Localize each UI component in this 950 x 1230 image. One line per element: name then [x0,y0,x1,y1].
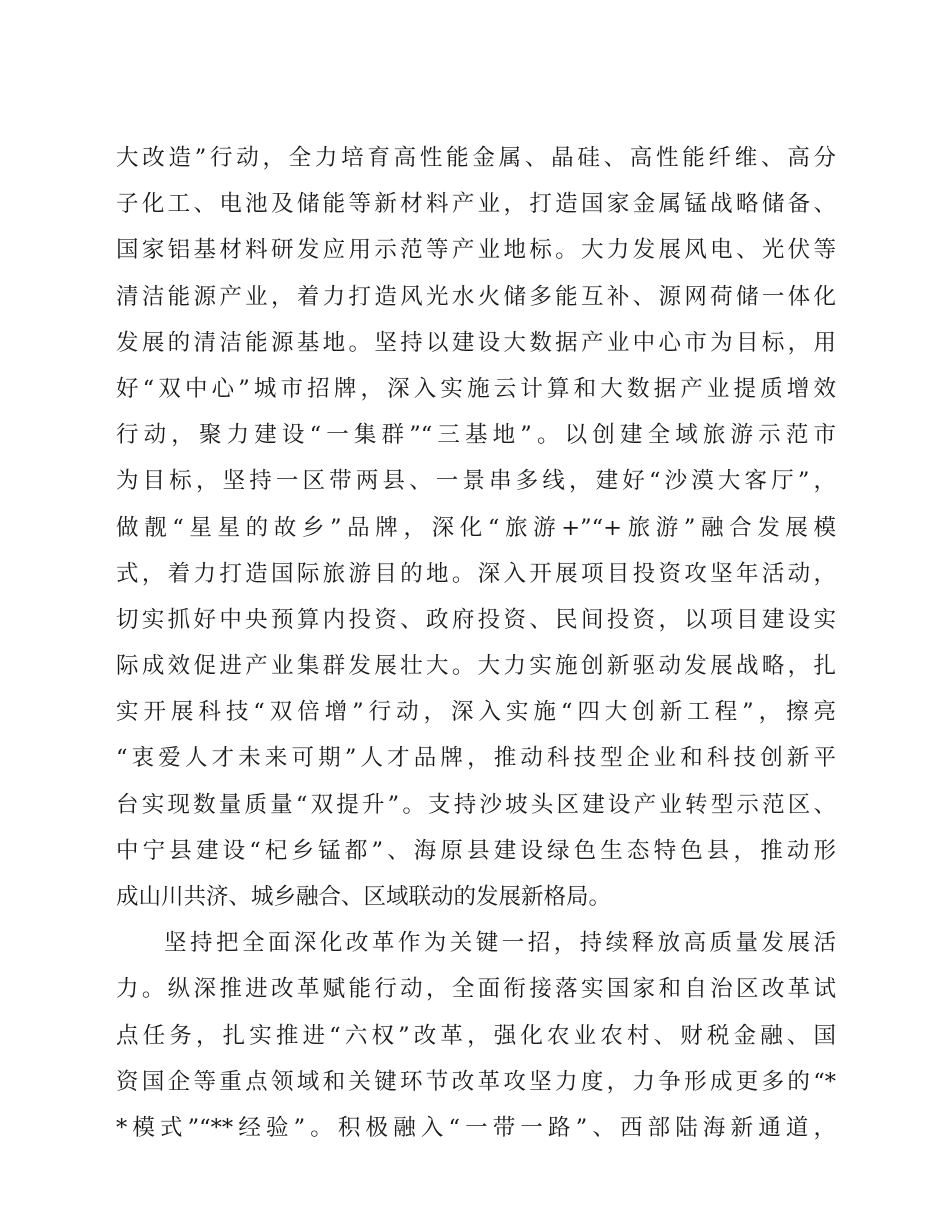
text-line: 台实现数量质量“双提升”。支持沙坡头区建设产业转型示范区、 [116,791,836,818]
text-line: 发展的清洁能源基地。坚持以建设大数据产业中心市为目标，用 [116,329,836,356]
text-line: 力。纵深推进改革赋能行动，全面衔接落实国家和自治区改革试 [116,976,836,1003]
text-line: 行动，聚力建设“一集群”“三基地”。以创建全域旅游示范市 [116,422,836,449]
text-line: 清洁能源产业，着力打造风光水火储多能互补、源网荷储一体化 [116,283,836,310]
text-line: 资国企等重点领域和关键环节改革攻坚力度，力争形成更多的“* [116,1068,836,1095]
text-line: 做靓“星星的故乡”品牌，深化“旅游+”“+旅游”融合发展模 [116,514,836,541]
text-line: 实开展科技“双倍增”行动，深入实施“四大创新工程”，擦亮 [116,699,836,726]
text-line: 点任务，扎实推进“六权”改革，强化农业农村、财税金融、国 [116,1022,836,1049]
text-line: 中宁县建设“杞乡锰都”、海原县建设绿色生态特色县，推动形 [116,837,836,864]
text-line: “衷爱人才未来可期”人才品牌，推动科技型企业和科技创新平 [116,745,836,772]
text-line: 际成效促进产业集群发展壮大。大力实施创新驱动发展战略，扎 [116,653,836,680]
text-line: 国家铝基材料研发应用示范等产业地标。大力发展风电、光伏等 [116,237,836,264]
body-text [116,135,836,1151]
text-line: 式，着力打造国际旅游目的地。深入开展项目投资攻坚年活动， [116,560,836,587]
text-line: 为目标，坚持一区带两县、一景串多线，建好“沙漠大客厅”， [116,468,836,495]
paragraph-end-line: 成山川共济、城乡融合、区域联动的发展新格局。 [116,884,612,910]
text-line: 好“双中心”城市招牌，深入实施云计算和大数据产业提质增效 [116,375,836,402]
text-line: 大改造”行动，全力培育高性能金属、晶硅、高性能纤维、高分 [116,145,836,171]
text-line: 子化工、电池及储能等新材料产业，打造国家金属锰战略储备、 [116,191,836,218]
paragraph-start-line: 坚持把全面深化改革作为关键一招，持续释放高质量发展活 [164,930,836,957]
text-line: 切实抓好中央预算内投资、政府投资、民间投资，以项目建设实 [116,606,836,633]
text-line: *模式”“**经验”。积极融入“一带一路”、西部陆海新通道， [116,1114,836,1141]
